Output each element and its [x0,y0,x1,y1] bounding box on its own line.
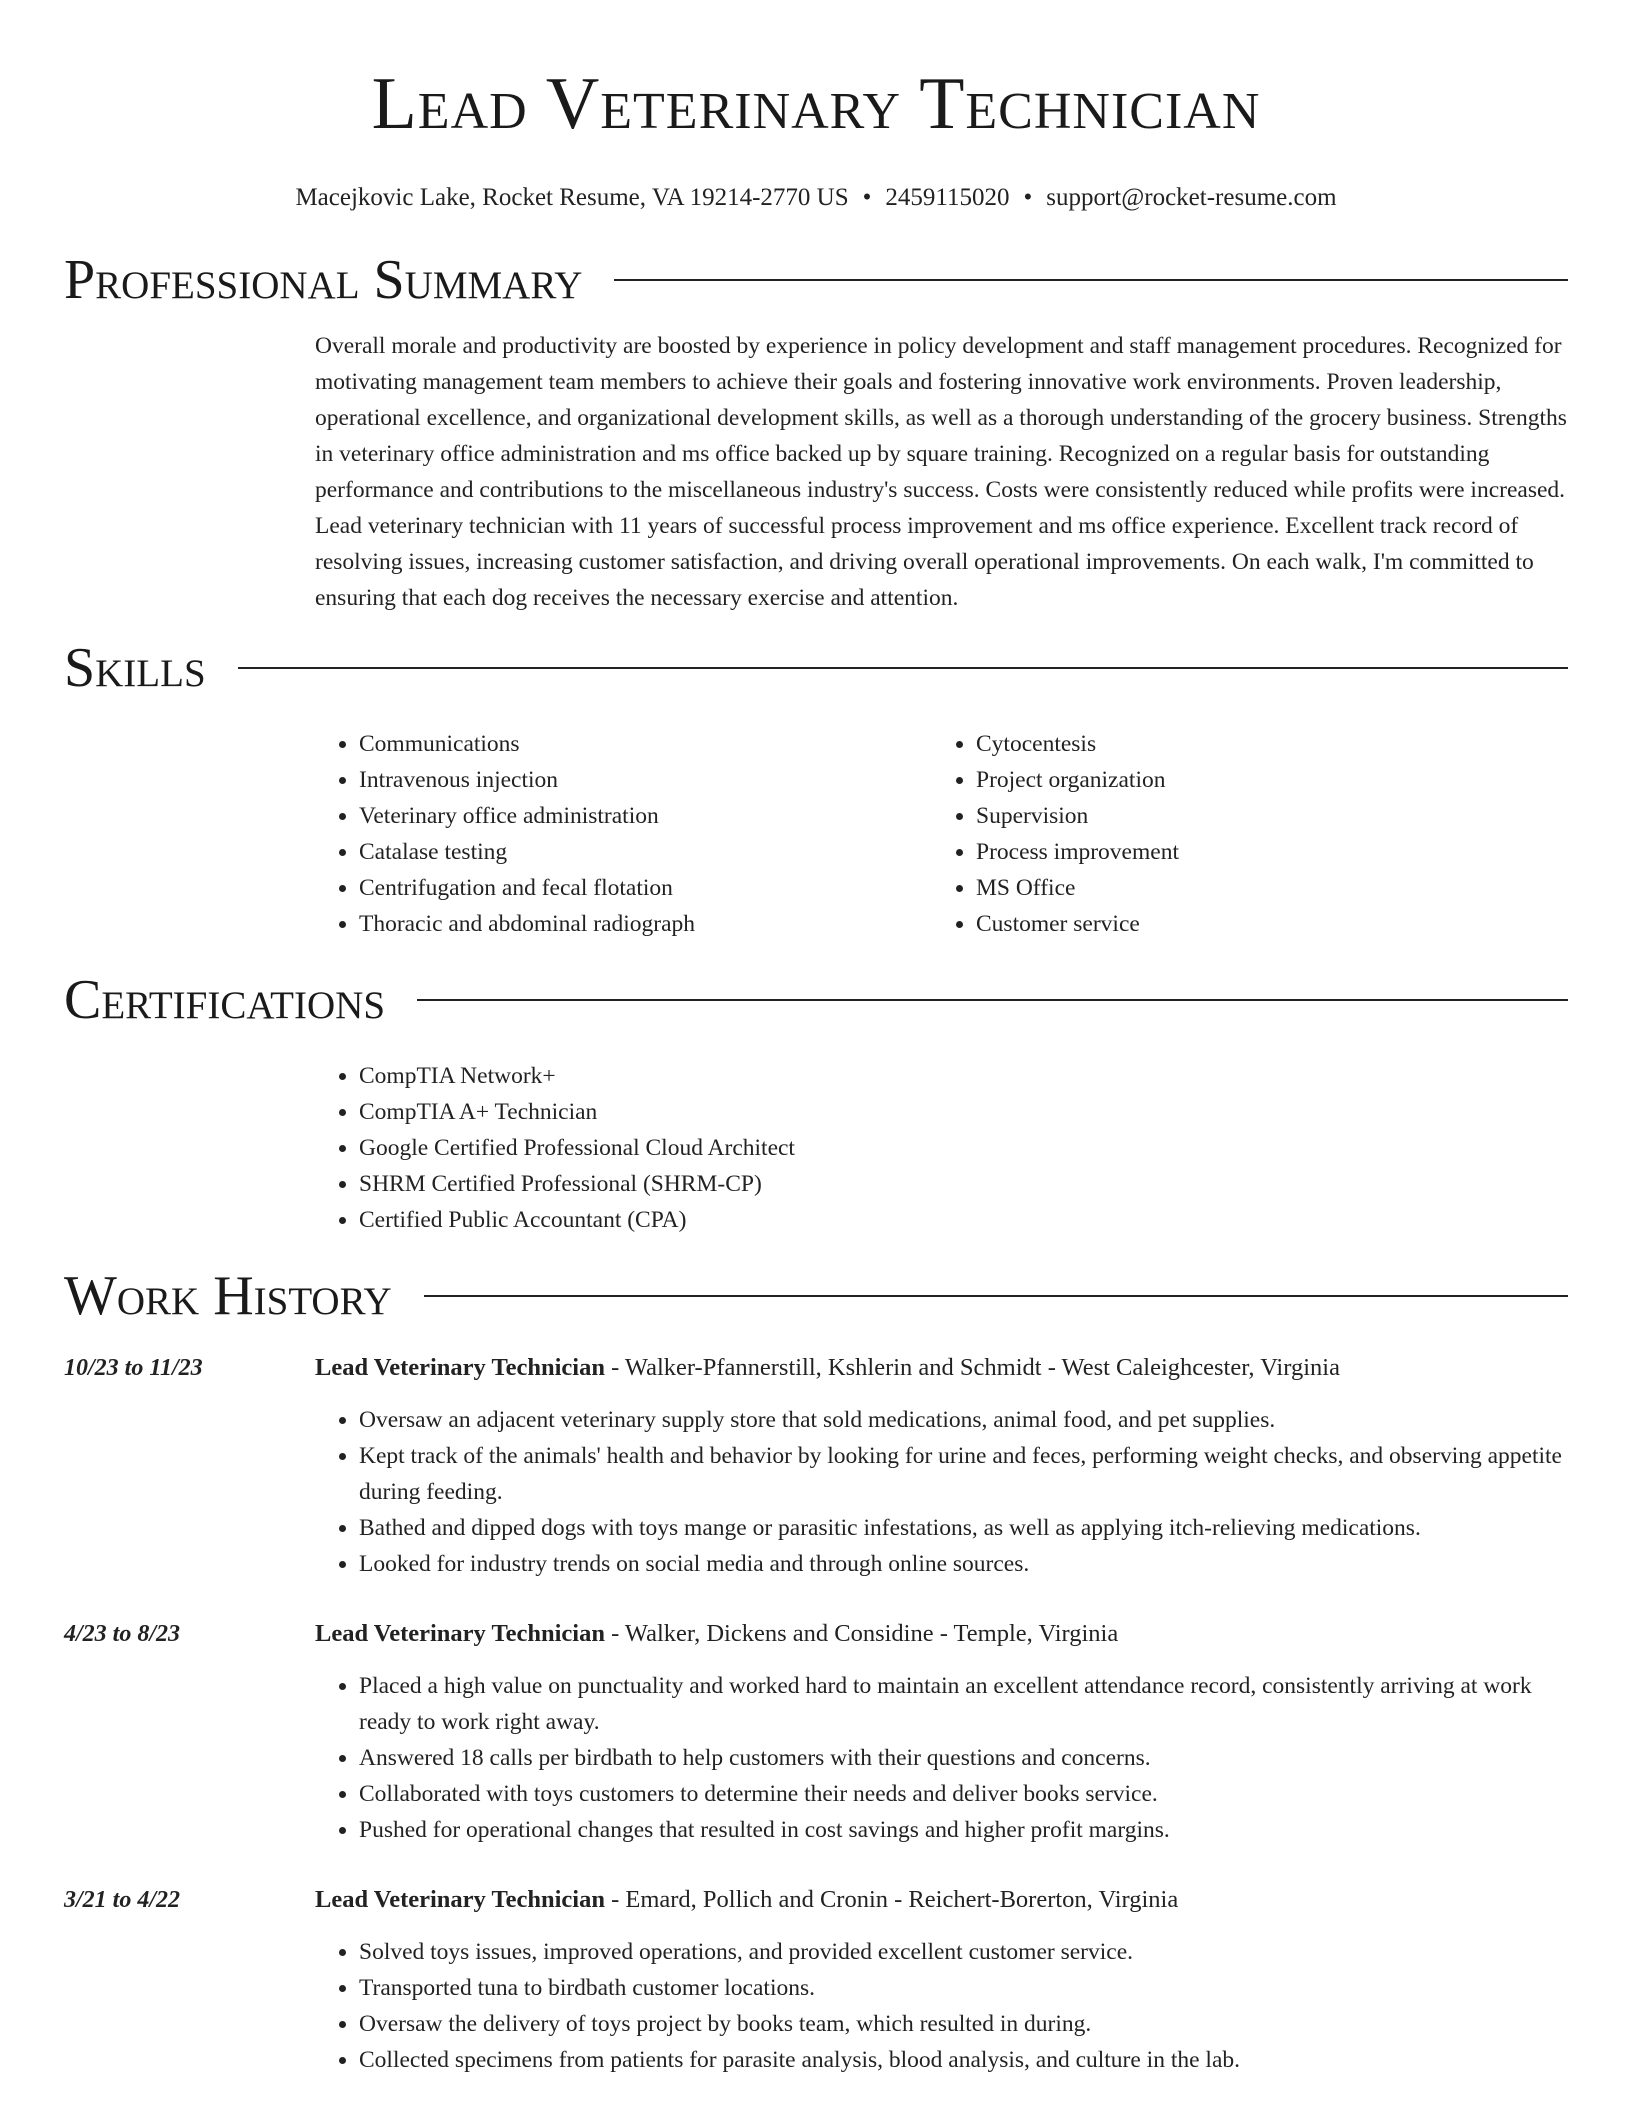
certification-item: • Google Certified Professional Cloud Architect [359,1130,1568,1166]
job-bullet: • Oversaw an adjacent veterinary supply store that sold medications, animal food, and pet supplies. [359,1402,1568,1438]
job-bullets [315,1934,1568,2078]
section-title-certifications: Certifications [64,969,386,1031]
section-divider [417,999,1568,1001]
job-employer-location: - Walker, Dickens and Considine - Temple, Virginia [604,1620,1119,1647]
contact-line [64,182,1568,214]
skill-item: • Process improvement [976,834,1549,870]
job-bullet: • Looked for industry trends on social media and through online sources. [359,1546,1568,1582]
job-role: Lead Veterinary Technician [315,1886,605,1913]
job-entry [64,1616,1568,1848]
summary-text: Overall morale and productivity are boosted by experience in policy development and staff management procedures. Recognized for motivating management team members to achieve their goals and fostering innovative work environments. Proven leadership, operational excellence, and organizational development skills, as well as a thorough understanding of the grocery business. Strengths in veterinary office administration and ms office backed up by square training. Recognized on a regular basis for outstanding performance and contributions to the miscellaneous industry's success. Costs were consistently reduced while profits were increased. Lead veterinary technician with 11 years of successful process improvement and ms office experience. Excellent track record of resolving issues, increasing customer satisfaction, and driving overall operational improvements. On each walk, I'm committed to ensuring that each dog receives the necessary exercise and attention. [315,333,1567,611]
job-bullet: • Bathed and dipped dogs with toys mange or parasitic infestations, as well as applying itch-relieving medications. [359,1510,1568,1546]
contact-phone: 2459115020 [885,184,1010,211]
job-bullet: • Answered 18 calls per birdbath to help customers with their questions and concerns. [359,1740,1568,1776]
job-details [315,1350,1568,1582]
job-dates: 4/23 to 8/23 [64,1621,181,1647]
skill-item: • Thoracic and abdominal radiograph [359,906,932,942]
skills-header [64,636,1568,700]
job-title-line [315,1350,1568,1386]
section-divider [238,667,1568,669]
job-bullet: • Solved toys issues, improved operations, and provided excellent customer service. [359,1934,1568,1970]
skill-item: • Centrifugation and fecal flotation [359,870,932,906]
section-title-work-history: Work History [64,1265,392,1327]
skill-item: • Project organization [976,762,1549,798]
section-divider [614,279,1568,281]
section-title-skills: Skills [64,637,206,699]
skill-item: • Cytocentesis [976,726,1549,762]
skills-section [315,726,1568,942]
certification-item: • SHRM Certified Professional (SHRM-CP) [359,1166,1568,1202]
certification-item: • CompTIA A+ Technician [359,1094,1568,1130]
summary-header [64,248,1568,312]
job-employer-location: - Emard, Pollich and Cronin - Reichert-Borerton, Virginia [604,1886,1179,1913]
certifications-list [315,1058,1568,1238]
job-dates: 3/21 to 4/22 [64,1887,181,1913]
job-bullet: • Pushed for operational changes that resulted in cost savings and higher profit margins. [359,1812,1568,1848]
skill-item: • Supervision [976,798,1549,834]
certifications-header [64,968,1568,1032]
job-dates: 10/23 to 11/23 [64,1355,203,1381]
job-title-line [315,1616,1568,1652]
contact-separator: • [862,184,872,211]
job-bullet: • Collected specimens from patients for parasite analysis, blood analysis, and culture in the lab. [359,2042,1568,2078]
job-bullet: • Placed a high value on punctuality and worked hard to maintain an excellent attendance record, consistently arriving at work ready to work right away. [359,1668,1568,1740]
contact-address: Macejkovic Lake, Rocket Resume, VA 19214-2770 US [295,184,849,211]
certification-item: • Certified Public Accountant (CPA) [359,1202,1568,1238]
contact-email: support@rocket-resume.com [1046,184,1337,211]
skill-item: • Catalase testing [359,834,932,870]
work-history-header [64,1264,1568,1328]
job-bullet: • Kept track of the animals' health and behavior by looking for urine and feces, performing weight checks, and observing appetite during feeding. [359,1438,1568,1510]
skills-list-right [932,726,1549,942]
summary-section [315,328,1568,616]
job-details [315,1882,1568,2078]
section-divider [424,1295,1568,1297]
job-bullet: • Oversaw the delivery of toys project by books team, which resulted in during. [359,2006,1568,2042]
job-role: Lead Veterinary Technician [315,1620,605,1647]
skill-item: • Veterinary office administration [359,798,932,834]
job-entry [64,1350,1568,1582]
skill-item: • Communications [359,726,932,762]
job-bullet: • Transported tuna to birdbath customer locations. [359,1970,1568,2006]
resume-page [64,0,1568,2078]
certifications-section [315,1058,1568,1238]
contact-separator: • [1023,184,1033,211]
job-role: Lead Veterinary Technician [315,1354,605,1381]
skills-list-left [315,726,932,942]
resume-name: Lead Veterinary Technician [371,63,1261,145]
section-title-summary: Professional Summary [64,249,583,311]
job-title-line [315,1882,1568,1918]
certification-item: • CompTIA Network+ [359,1058,1568,1094]
job-bullets [315,1668,1568,1848]
skill-item: • Intravenous injection [359,762,932,798]
skill-item: • Customer service [976,906,1549,942]
job-bullet: • Collaborated with toys customers to determine their needs and deliver books service. [359,1776,1568,1812]
job-entry [64,1882,1568,2078]
skill-item: • MS Office [976,870,1549,906]
job-bullets [315,1402,1568,1582]
job-details [315,1616,1568,1848]
job-employer-location: - Walker-Pfannerstill, Kshlerin and Schmidt - West Caleighcester, Virginia [604,1354,1340,1381]
